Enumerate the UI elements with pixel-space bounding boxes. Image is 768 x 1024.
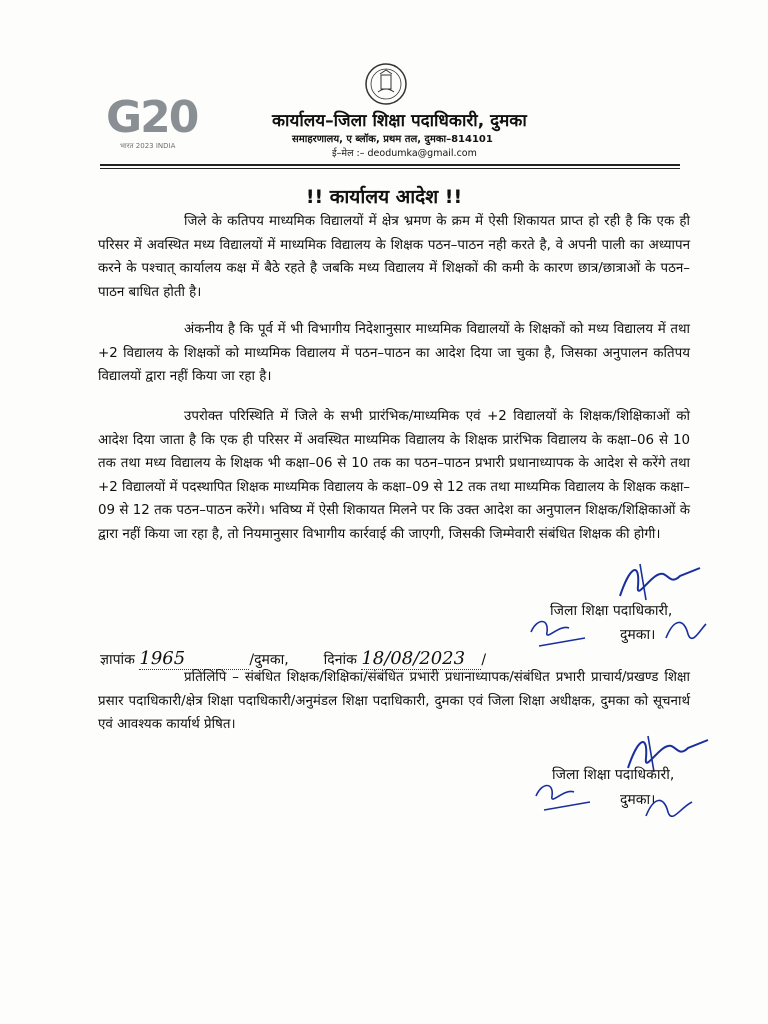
initials-mark-3 <box>530 776 620 816</box>
ref-label: ज्ञापांक <box>100 652 135 668</box>
paragraph-3-text: उपरोक्त परिस्थिति में जिले के सभी प्रारंभिक/माध्यमिक एवं +2 विद्यालयों के शिक्षक/शिक्षिकाओं को आदेश दिया जाता है कि एक ही परिसर में अवस्थित माध्यमिक विद्यालय के शिक्षक प्रारंभिक विद्यालय के कक्षा–06 से 10 तक तथा मध्य विद्यालय के शिक्षक भी कक्षा–06 से 10 तक का पठन–पाठन प्रभारी प्रधानाध्यापक के आदेश से करेंगे तथा +2 विद्यालयों में पदस्थापित शिक्षक माध्यमिक विद्यालय के कक्षा–09 से 12 तक तथा माध्यमिक विद्यालय के शिक्षक कक्षा–09 से 12 तक पठन–पाठन करेंगे। भविष्य में ऐसी शिकायत मिलने पर कि उक्त आदेश का अनुपालन शिक्षक/शिक्षिकाओं के द्वारा नहीं किया जा रहा है, तो नियमानुसार विभागीय कार्रवाई की जाएगी, जिसकी जिम्मेवारी संबंधित शिक्षक की होगी। <box>98 409 690 542</box>
g20-logo-text: G20 <box>106 92 198 143</box>
order-paragraph-3 <box>98 405 690 547</box>
state-emblem-icon <box>364 62 408 106</box>
g20-logo <box>106 92 226 158</box>
signatory-place-2: दुमका। <box>620 792 656 808</box>
reference-line: ज्ञापांक 1965 /दुमका, दिनांक 18/08/2023 / <box>100 648 487 669</box>
signatory-title-2: जिला शिक्षा पदाधिकारी, <box>552 767 675 783</box>
ref-number: 1965 <box>139 648 186 669</box>
initials-mark-1 <box>525 612 615 652</box>
order-paragraph-1 <box>98 210 690 304</box>
office-address: समाहरणालय, ए ब्लॉक, प्रथम तल, दुमका–814101 <box>292 134 493 145</box>
paragraph-1-text: जिले के कतिपय माध्यमिक विद्यालयों में क्षेत्र भ्रमण के क्रम में ऐसी शिकायत प्राप्त हो रही है कि एक ही परिसर में अवस्थित मध्य विद्यालयों में माध्यमिक विद्यालय के शिक्षक पठन–पाठन नही करते है, वे अपनी पाली का अध्यापन करने के पश्चात् कार्यालय कक्ष में बैठे रहते है जबकि मध्य विद्यालय में शिक्षकों की कमी के कारण छात्र/छात्राओं के पठन–पाठन बाधित होती है। <box>98 214 690 300</box>
order-title: !! कार्यालय आदेश !! <box>305 186 463 208</box>
header-divider-thin <box>100 168 680 169</box>
ref-place: /दुमका, <box>249 652 289 668</box>
paragraph-2-text: अंकनीय है कि पूर्व में भी विभागीय निदेशानुसार माध्यमिक विद्यालयों के शिक्षकों को मध्य विद्यालय में तथा +2 विद्यालय के शिक्षकों को माध्यमिक विद्यालय में पठन–पाठन का आदेश दिया जा चुका है, जिसका अनुपालन कतिपय विद्यालयों द्वारा नहीं किया जा रहा है। <box>98 322 690 385</box>
g20-logo-subtext: भारत 2023 INDIA <box>120 142 176 150</box>
date-label: दिनांक <box>323 652 357 668</box>
header-divider <box>100 164 680 166</box>
initials-mark-4 <box>640 790 700 830</box>
office-email: ई–मेल :– deodumka@gmail.com <box>332 148 477 159</box>
copy-forwarded-to <box>98 666 690 737</box>
copy-text: प्रतिलिपि – संबंधित शिक्षक/शिक्षिका/संबंधित प्रभारी प्रधानाध्यापक/संबंधित प्रभारी प्राचार्य/प्रखण्ड शिक्षा प्रसार पदाधिकारी/क्षेत्र शिक्षा पदाधिकारी/अनुमंडल शिक्षा पदाधिकारी, दुमका एवं जिला शिक्षा अधीक्षक, दुमका को सूचनार्थ एवं आवश्यक कार्यार्थ प्रेषित। <box>98 670 690 733</box>
office-title: कार्यालय–जिला शिक्षा पदाधिकारी, दुमका <box>272 111 527 131</box>
initials-mark-2 <box>660 612 710 652</box>
date-value: 18/08/2023 <box>361 648 466 669</box>
order-paragraph-2 <box>98 318 690 389</box>
signatory-title-1: जिला शिक्षा पदाधिकारी, <box>550 603 673 619</box>
signature-mark-1 <box>610 556 720 606</box>
signatory-place-1: दुमका। <box>620 627 656 643</box>
